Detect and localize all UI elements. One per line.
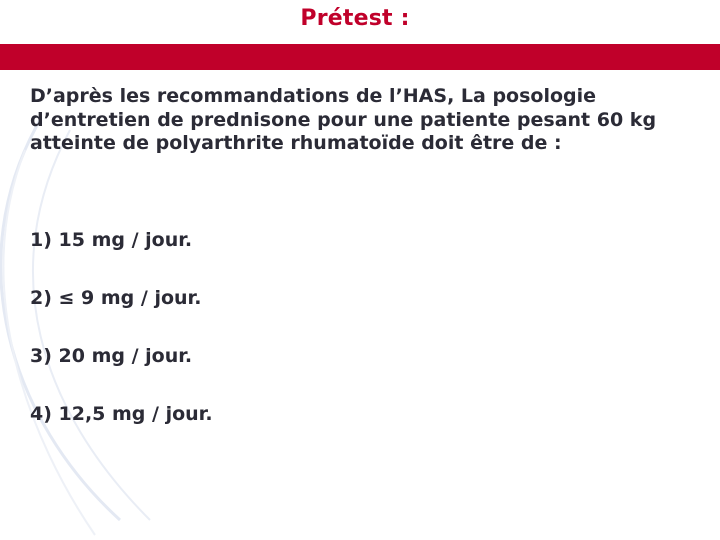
answer-option: 1) 15 mg / jour. — [30, 229, 193, 251]
question-text: D’après les recommandations de l’HAS, La posologie d’entretien de prednisone pour une patiente pesant 60 kg atteinte de polyarthrite rhumatoïde doit être de : — [30, 85, 657, 154]
title-divider-bar — [0, 44, 720, 70]
answer-option: 4) 12,5 mg / jour. — [30, 403, 213, 425]
answer-options-list — [30, 229, 213, 461]
answer-option: 2) ≤ 9 mg / jour. — [30, 287, 202, 309]
answer-option: 3) 20 mg / jour. — [30, 345, 193, 367]
slide-title: Prétest : — [300, 6, 410, 31]
